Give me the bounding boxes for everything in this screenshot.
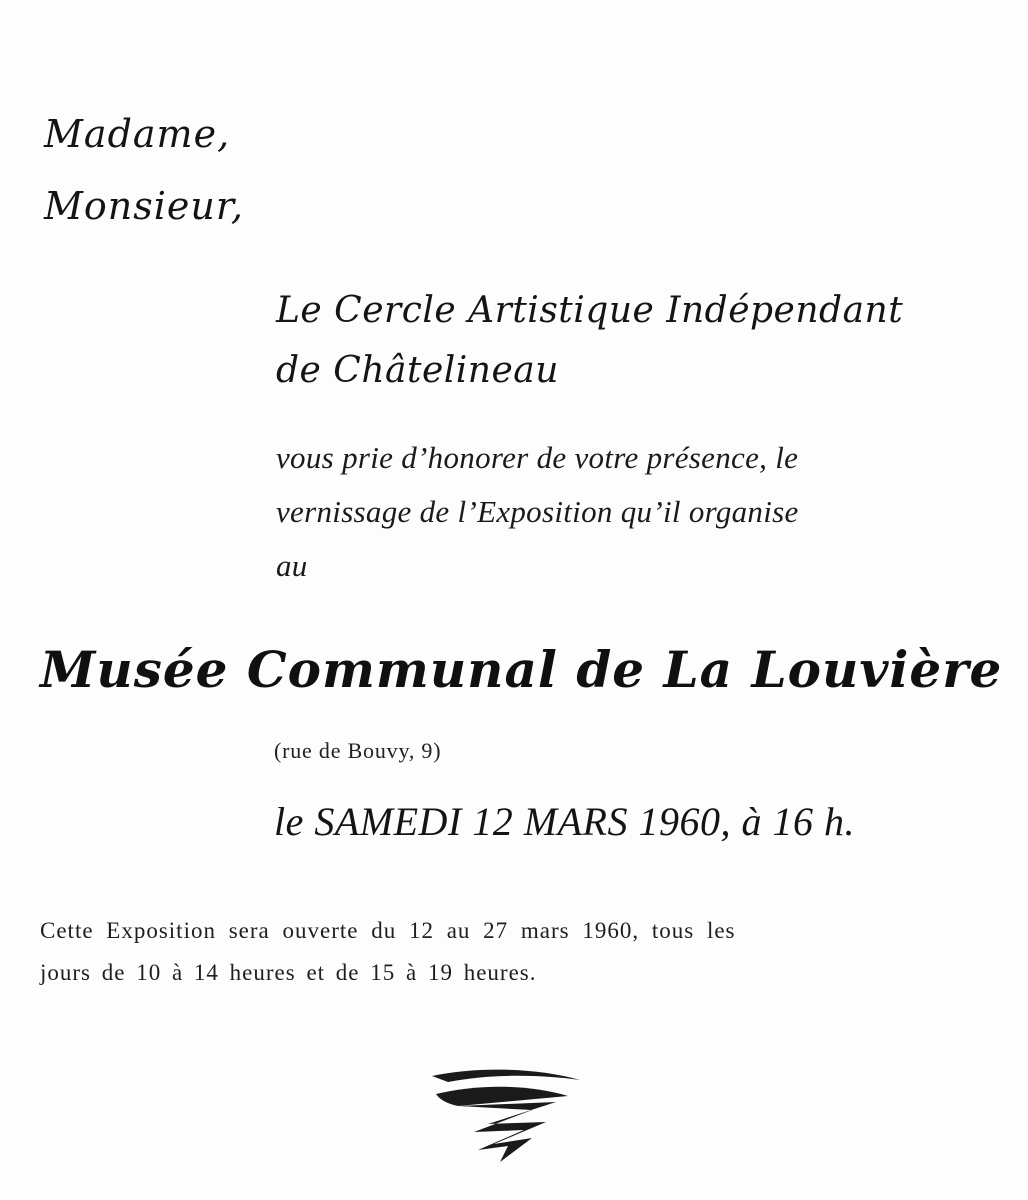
organization-name: Le Cercle Artistique Indépendant [276,290,904,331]
invitation-text-line-3: au [276,548,308,583]
invitation-text-line-2: vernissage de l’Exposition qu’il organise [276,494,799,529]
venue-address: (rue de Bouvy, 9) [274,738,442,763]
salutation-monsieur: Monsieur, [44,184,244,228]
organization-location: de Châtelineau [276,350,559,391]
event-date: le SAMEDI 12 MARS 1960, à 16 h. [274,799,855,844]
opening-hours-line-2: jours de 10 à 14 heures et de 15 à 19 heures. [40,960,537,985]
invitation-text-line-1: vous prie d’honorer de votre présence, le [276,440,799,475]
salutation-madame: Madame, [44,112,231,156]
venue-name: Musée Communal de La Louvière [40,640,1003,699]
zigzag-emblem-icon [428,1066,584,1166]
opening-hours-line-1: Cette Exposition sera ouverte du 12 au 27 mars 1960, tous les [40,918,736,943]
